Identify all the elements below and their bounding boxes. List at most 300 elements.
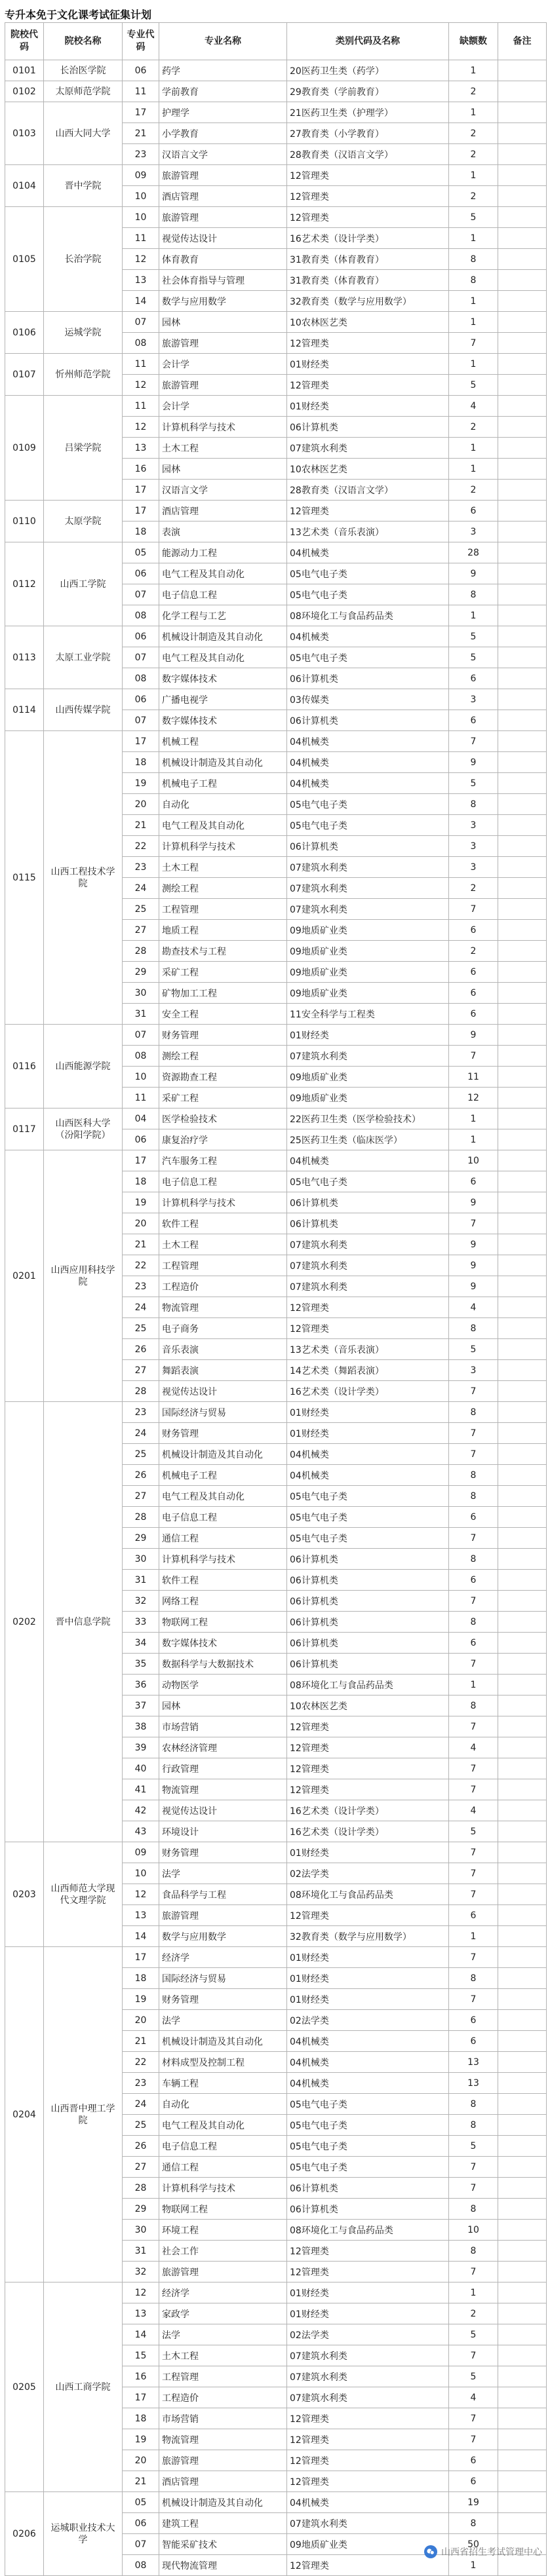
shortage-count: 2 (449, 81, 498, 102)
category: 12管理类 (287, 1905, 449, 1926)
table-row (5, 2282, 547, 2303)
shortage-count: 7 (449, 1884, 498, 1905)
major-code: 12 (123, 2282, 159, 2303)
major-name: 表演 (159, 521, 287, 542)
category: 06计算机类 (287, 417, 449, 438)
category: 09地质矿业类 (287, 2534, 449, 2555)
category: 04机械类 (287, 2073, 449, 2094)
major-code: 04 (123, 1108, 159, 1129)
category: 29教育类（学前教育） (287, 81, 449, 102)
remark (498, 1423, 547, 1444)
category: 16艺术类（设计学类） (287, 1821, 449, 1842)
shortage-count: 5 (449, 1339, 498, 1360)
school-name: 长治学院 (44, 207, 123, 312)
school-code: 0105 (5, 207, 44, 312)
shortage-count: 1 (449, 312, 498, 333)
major-name: 土木工程 (159, 438, 287, 459)
major-code: 25 (123, 1318, 159, 1339)
category: 05电气电子类 (287, 815, 449, 836)
major-name: 自动化 (159, 2094, 287, 2115)
major-code: 38 (123, 1716, 159, 1737)
school-name: 忻州师范学院 (44, 354, 123, 396)
school-code: 0205 (5, 2282, 44, 2492)
shortage-count: 50 (449, 2534, 498, 2555)
remark (498, 165, 547, 186)
shortage-count: 9 (449, 563, 498, 584)
shortage-count: 6 (449, 710, 498, 731)
category: 12管理类 (287, 1318, 449, 1339)
shortage-count: 7 (449, 731, 498, 752)
major-name: 工程造价 (159, 2387, 287, 2408)
category: 09地质矿业类 (287, 920, 449, 941)
major-name: 物流管理 (159, 2429, 287, 2450)
major-code: 11 (123, 228, 159, 249)
major-name: 国际经济与贸易 (159, 1968, 287, 1989)
shortage-count: 8 (449, 1612, 498, 1633)
major-name: 旅游管理 (159, 207, 287, 228)
remark (498, 920, 547, 941)
major-code: 39 (123, 1737, 159, 1758)
major-name: 化学工程与工艺 (159, 605, 287, 626)
shortage-count: 3 (449, 836, 498, 857)
major-code: 06 (123, 60, 159, 81)
category: 08环境化工与食品药品类 (287, 2220, 449, 2241)
shortage-count: 7 (449, 2178, 498, 2199)
category: 04机械类 (287, 2052, 449, 2073)
shortage-count: 8 (449, 1486, 498, 1507)
remark (498, 1989, 547, 2010)
remark (498, 312, 547, 333)
remark (498, 270, 547, 291)
shortage-count: 6 (449, 1633, 498, 1654)
school-code: 0115 (5, 731, 44, 1025)
category: 05电气电子类 (287, 1507, 449, 1528)
major-code: 14 (123, 291, 159, 312)
remark (498, 1800, 547, 1821)
major-code: 19 (123, 773, 159, 794)
category: 10农林医艺类 (287, 1695, 449, 1716)
category: 12管理类 (287, 2429, 449, 2450)
table-row (5, 731, 547, 752)
category: 05电气电子类 (287, 1486, 449, 1507)
category: 10农林医艺类 (287, 312, 449, 333)
category: 09地质矿业类 (287, 941, 449, 962)
school-name: 山西工学院 (44, 542, 123, 626)
shortage-count: 6 (449, 1004, 498, 1025)
remark (498, 2303, 547, 2324)
major-name: 能源动力工程 (159, 542, 287, 563)
category: 28教育类（汉语言文学） (287, 144, 449, 165)
shortage-count: 8 (449, 2094, 498, 2115)
remark (498, 291, 547, 312)
major-code: 29 (123, 962, 159, 983)
major-code: 30 (123, 1549, 159, 1570)
school-code: 0110 (5, 501, 44, 542)
major-code: 14 (123, 2324, 159, 2345)
major-name: 旅游管理 (159, 333, 287, 354)
major-name: 建筑工程 (159, 2513, 287, 2534)
category: 12管理类 (287, 1758, 449, 1779)
major-code: 29 (123, 2199, 159, 2220)
remark (498, 2073, 547, 2094)
major-name: 机械电子工程 (159, 773, 287, 794)
category: 01财经类 (287, 1947, 449, 1968)
major-code: 17 (123, 102, 159, 123)
remark (498, 2136, 547, 2157)
shortage-count: 6 (449, 2010, 498, 2031)
major-name: 法学 (159, 2324, 287, 2345)
major-code: 27 (123, 920, 159, 941)
remark (498, 2366, 547, 2387)
remark (498, 1842, 547, 1863)
shortage-count: 7 (449, 1842, 498, 1863)
remark (498, 542, 547, 563)
category: 22医药卫生类（医学检验技术） (287, 1108, 449, 1129)
major-name: 土木工程 (159, 2345, 287, 2366)
major-name: 财务管理 (159, 1989, 287, 2010)
major-code: 30 (123, 2220, 159, 2241)
major-name: 园林 (159, 459, 287, 480)
header-school-code: 院校代码 (5, 23, 44, 60)
category: 06计算机类 (287, 1633, 449, 1654)
shortage-count: 7 (449, 1381, 498, 1402)
remark (498, 186, 547, 207)
shortage-count: 9 (449, 1276, 498, 1297)
category: 04机械类 (287, 626, 449, 647)
category: 06计算机类 (287, 2199, 449, 2220)
major-code: 18 (123, 1968, 159, 1989)
remark (498, 752, 547, 773)
major-name: 法学 (159, 1863, 287, 1884)
shortage-count: 8 (449, 1318, 498, 1339)
shortage-count: 7 (449, 1989, 498, 2010)
remark (498, 1570, 547, 1591)
major-name: 机械工程 (159, 731, 287, 752)
shortage-count: 9 (449, 752, 498, 773)
major-name: 汉语言文学 (159, 480, 287, 501)
remark (498, 605, 547, 626)
major-code: 20 (123, 2450, 159, 2471)
school-code: 0114 (5, 689, 44, 731)
shortage-count: 4 (449, 396, 498, 417)
school-name: 运城学院 (44, 312, 123, 354)
major-code: 21 (123, 2471, 159, 2492)
shortage-count: 7 (449, 1863, 498, 1884)
shortage-count: 9 (449, 1192, 498, 1213)
category: 04机械类 (287, 1150, 449, 1171)
category: 12管理类 (287, 165, 449, 186)
category: 05电气电子类 (287, 1171, 449, 1192)
shortage-count: 6 (449, 1507, 498, 1528)
major-name: 软件工程 (159, 1570, 287, 1591)
shortage-count: 7 (449, 1213, 498, 1234)
major-code: 06 (123, 563, 159, 584)
major-code: 13 (123, 1905, 159, 1926)
remark (498, 354, 547, 375)
major-name: 通信工程 (159, 2157, 287, 2178)
category: 07建筑水利类 (287, 438, 449, 459)
major-name: 资源勘查工程 (159, 1067, 287, 1088)
shortage-count: 1 (449, 1129, 498, 1150)
shortage-count: 1 (449, 102, 498, 123)
major-name: 计算机科学与技术 (159, 1549, 287, 1570)
remark (498, 1486, 547, 1507)
major-code: 23 (123, 144, 159, 165)
major-name: 数学与应用数学 (159, 1926, 287, 1947)
shortage-count: 2 (449, 2303, 498, 2324)
remark (498, 1297, 547, 1318)
shortage-count: 5 (449, 647, 498, 668)
category: 01财经类 (287, 1402, 449, 1423)
category: 12管理类 (287, 2262, 449, 2282)
shortage-count: 1 (449, 354, 498, 375)
shortage-count: 7 (449, 333, 498, 354)
category: 12管理类 (287, 1779, 449, 1800)
shortage-count: 8 (449, 1465, 498, 1486)
remark (498, 2450, 547, 2471)
school-code: 0204 (5, 1947, 44, 2282)
major-code: 12 (123, 375, 159, 396)
remark (498, 1549, 547, 1570)
remark (498, 2471, 547, 2492)
major-name: 食品科学与工程 (159, 1884, 287, 1905)
category: 07建筑水利类 (287, 1046, 449, 1067)
category: 01财经类 (287, 1989, 449, 2010)
remark (498, 647, 547, 668)
major-name: 视觉传达设计 (159, 1800, 287, 1821)
remark (498, 1129, 547, 1150)
category: 06计算机类 (287, 710, 449, 731)
shortage-count: 8 (449, 1402, 498, 1423)
major-name: 园林 (159, 312, 287, 333)
major-name: 计算机科学与技术 (159, 1192, 287, 1213)
major-name: 数字媒体技术 (159, 710, 287, 731)
school-name: 晋中学院 (44, 165, 123, 207)
category: 05电气电子类 (287, 584, 449, 605)
shortage-count: 19 (449, 2492, 498, 2513)
shortage-count: 2 (449, 123, 498, 144)
major-code: 11 (123, 81, 159, 102)
remark (498, 2115, 547, 2136)
header-major-name: 专业名称 (159, 23, 287, 60)
major-name: 测绘工程 (159, 878, 287, 899)
remark (498, 710, 547, 731)
major-code: 10 (123, 207, 159, 228)
remark (498, 2220, 547, 2241)
shortage-count: 1 (449, 459, 498, 480)
major-code: 12 (123, 417, 159, 438)
shortage-count: 8 (449, 584, 498, 605)
school-name: 太原学院 (44, 501, 123, 542)
major-name: 物联网工程 (159, 1612, 287, 1633)
major-code: 13 (123, 2303, 159, 2324)
watermark-text: 山西省招生考试管理中心 (441, 2547, 542, 2558)
major-name: 旅游管理 (159, 2262, 287, 2282)
category: 04机械类 (287, 773, 449, 794)
shortage-count: 1 (449, 1926, 498, 1947)
remark (498, 1591, 547, 1612)
school-code: 0117 (5, 1108, 44, 1150)
table-row (5, 1150, 547, 1171)
major-name: 材料成型及控制工程 (159, 2052, 287, 2073)
shortage-count: 7 (449, 1779, 498, 1800)
major-code: 17 (123, 501, 159, 521)
category: 01财经类 (287, 2303, 449, 2324)
remark (498, 1381, 547, 1402)
shortage-count: 7 (449, 1444, 498, 1465)
major-code: 08 (123, 668, 159, 689)
major-name: 旅游管理 (159, 2450, 287, 2471)
major-name: 视觉传达设计 (159, 228, 287, 249)
shortage-count: 5 (449, 773, 498, 794)
major-code: 32 (123, 2262, 159, 2282)
category: 12管理类 (287, 1297, 449, 1318)
remark (498, 1465, 547, 1486)
major-name: 物联网工程 (159, 2199, 287, 2220)
category: 06计算机类 (287, 1591, 449, 1612)
shortage-count: 1 (449, 228, 498, 249)
major-code: 32 (123, 1591, 159, 1612)
shortage-count: 7 (449, 2429, 498, 2450)
remark (498, 668, 547, 689)
shortage-count: 1 (449, 60, 498, 81)
header-row (5, 23, 547, 60)
major-code: 08 (123, 605, 159, 626)
shortage-count: 9 (449, 1025, 498, 1046)
major-code: 18 (123, 752, 159, 773)
category: 12管理类 (287, 207, 449, 228)
header-remark: 备注 (498, 23, 547, 60)
remark (498, 1402, 547, 1423)
major-name: 学前教育 (159, 81, 287, 102)
category: 06计算机类 (287, 1549, 449, 1570)
shortage-count: 5 (449, 2366, 498, 2387)
major-code: 25 (123, 1444, 159, 1465)
category: 07建筑水利类 (287, 899, 449, 920)
major-code: 19 (123, 1192, 159, 1213)
remark (498, 1234, 547, 1255)
shortage-count: 9 (449, 1255, 498, 1276)
major-code: 09 (123, 165, 159, 186)
category: 13艺术类（音乐表演） (287, 521, 449, 542)
shortage-count: 1 (449, 1675, 498, 1695)
major-code: 23 (123, 857, 159, 878)
category: 10农林医艺类 (287, 459, 449, 480)
category: 12管理类 (287, 2241, 449, 2262)
major-name: 勘查技术与工程 (159, 941, 287, 962)
category: 25医药卫生类（临床医学） (287, 1129, 449, 1150)
remark (498, 2262, 547, 2282)
major-code: 17 (123, 2387, 159, 2408)
shortage-count: 2 (449, 186, 498, 207)
remark (498, 1528, 547, 1549)
remark (498, 1507, 547, 1528)
school-name: 晋中信息学院 (44, 1402, 123, 1842)
major-code: 06 (123, 689, 159, 710)
major-code: 16 (123, 459, 159, 480)
remark (498, 1947, 547, 1968)
major-name: 法学 (159, 2010, 287, 2031)
table-row (5, 1025, 547, 1046)
shortage-count: 7 (449, 2262, 498, 2282)
major-code: 24 (123, 1297, 159, 1318)
wechat-logo-icon (424, 2545, 437, 2558)
remark (498, 626, 547, 647)
table-row (5, 1842, 547, 1863)
major-code: 17 (123, 1947, 159, 1968)
category: 04机械类 (287, 2031, 449, 2052)
major-name: 采矿工程 (159, 1088, 287, 1108)
remark (498, 1675, 547, 1695)
shortage-count: 5 (449, 2324, 498, 2345)
remark (498, 773, 547, 794)
major-code: 12 (123, 249, 159, 270)
remark (498, 794, 547, 815)
school-code: 0116 (5, 1025, 44, 1108)
category: 07建筑水利类 (287, 2366, 449, 2387)
category: 07建筑水利类 (287, 1234, 449, 1255)
remark (498, 2387, 547, 2408)
shortage-count: 9 (449, 1234, 498, 1255)
school-name: 山西晋中理工学院 (44, 1947, 123, 2282)
major-code: 23 (123, 1402, 159, 1423)
major-name: 测绘工程 (159, 1046, 287, 1067)
major-name: 智能采矿技术 (159, 2534, 287, 2555)
major-code: 08 (123, 1046, 159, 1067)
remark (498, 1150, 547, 1171)
major-name: 机械设计制造及其自动化 (159, 1444, 287, 1465)
category: 12管理类 (287, 1737, 449, 1758)
major-code: 26 (123, 1339, 159, 1360)
category: 01财经类 (287, 1968, 449, 1989)
category: 04机械类 (287, 731, 449, 752)
major-name: 数据科学与大数据技术 (159, 1654, 287, 1675)
table-row (5, 689, 547, 710)
shortage-count: 3 (449, 689, 498, 710)
shortage-count: 5 (449, 2136, 498, 2157)
category: 01财经类 (287, 2282, 449, 2303)
remark (498, 81, 547, 102)
remark (498, 1926, 547, 1947)
shortage-count: 6 (449, 2031, 498, 2052)
category: 05电气电子类 (287, 2157, 449, 2178)
major-name: 机械设计制造及其自动化 (159, 2492, 287, 2513)
shortage-count: 12 (449, 1088, 498, 1108)
major-name: 会计学 (159, 354, 287, 375)
major-code: 27 (123, 1360, 159, 1381)
major-name: 电气工程及其自动化 (159, 647, 287, 668)
major-code: 13 (123, 270, 159, 291)
category: 02法学类 (287, 1863, 449, 1884)
major-code: 21 (123, 2031, 159, 2052)
remark (498, 1025, 547, 1046)
category: 28教育类（汉语言文学） (287, 480, 449, 501)
category: 06计算机类 (287, 1213, 449, 1234)
shortage-count: 2 (449, 941, 498, 962)
major-name: 机械设计制造及其自动化 (159, 626, 287, 647)
remark (498, 1884, 547, 1905)
school-code: 0112 (5, 542, 44, 626)
major-name: 汽车服务工程 (159, 1150, 287, 1171)
table-row (5, 542, 547, 563)
shortage-count: 3 (449, 521, 498, 542)
category: 20医药卫生类（药学） (287, 60, 449, 81)
major-code: 33 (123, 1612, 159, 1633)
shortage-count: 6 (449, 962, 498, 983)
major-name: 舞蹈表演 (159, 1360, 287, 1381)
table-row (5, 396, 547, 417)
header-major-code: 专业代码 (123, 23, 159, 60)
